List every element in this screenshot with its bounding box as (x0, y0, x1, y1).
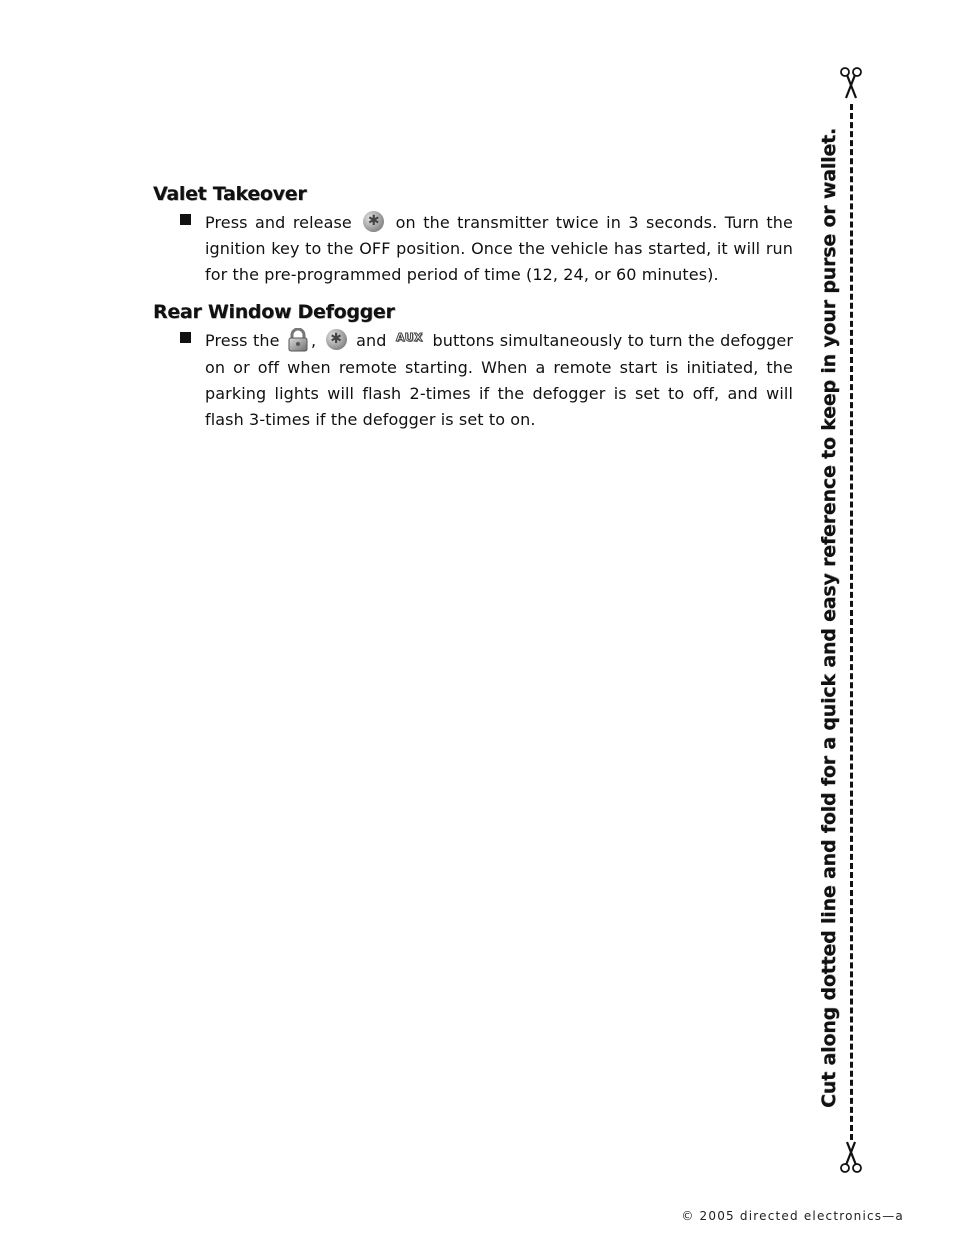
bullet-item (153, 328, 793, 433)
dotted-cut-line (850, 104, 853, 1140)
text-fragment: buttons simultaneously to turn the defogger on or off when remote starting. When a remote start is initiated, the parking lights will flash 2-times if the defogger is set to off, and will flash 3-times if the defogger is set to on. (205, 331, 794, 429)
copyright-footer: © 2005 directed electronics—a (681, 1209, 904, 1223)
paragraph (205, 210, 793, 288)
text-fragment: Press the (205, 331, 280, 350)
paragraph (205, 328, 793, 433)
lock-button-icon (287, 328, 309, 352)
text-fragment: , (311, 331, 317, 350)
section-valet-takeover (153, 182, 793, 288)
scissors-icon (839, 1138, 863, 1174)
heading-valet-takeover: Valet Takeover (153, 183, 307, 205)
scissors-icon (839, 66, 863, 102)
text-fragment: Press and release (205, 213, 352, 232)
text-fragment: and (356, 331, 387, 350)
bullet-item (153, 210, 793, 288)
heading-rear-window-defogger: Rear Window Defogger (153, 301, 395, 323)
star-button-icon: ✱ (326, 329, 347, 350)
square-bullet-icon (180, 214, 191, 225)
star-button-icon: ✱ (363, 211, 384, 232)
square-bullet-icon (180, 332, 191, 343)
text-fragment: on the transmitter twice in 3 seconds. Turn the ignition key to the OFF position. Once the vehicle has started, it will run for the pre-programmed period of time (12, 24, or 60 minutes). (205, 213, 793, 284)
section-rear-window-defogger (153, 300, 793, 433)
aux-button-icon: AUX (395, 330, 424, 344)
cut-along-note: Cut along dotted line and fold for a quick and easy reference to keep in your purse or wallet. (818, 128, 840, 1108)
